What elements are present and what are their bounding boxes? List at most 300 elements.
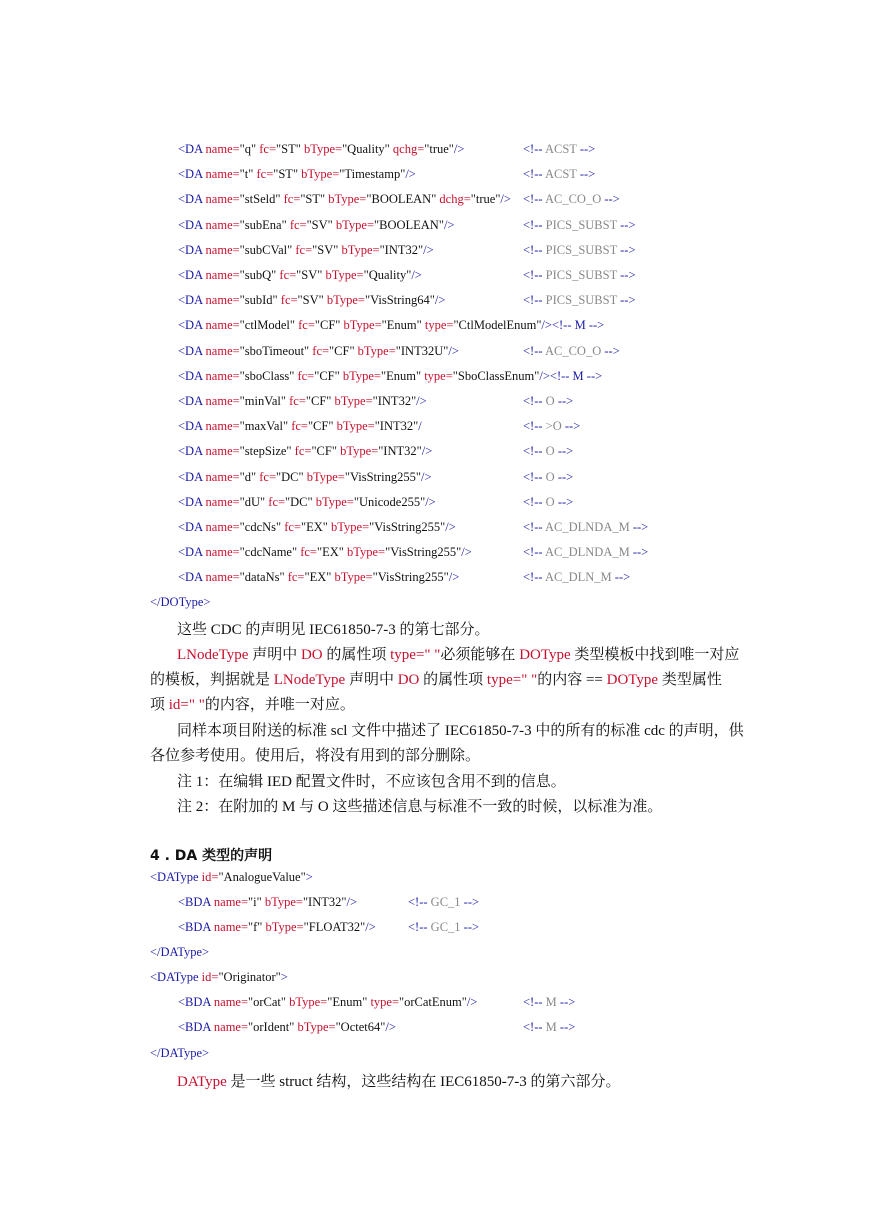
comment-text: AC_DLNDA_M [544, 520, 630, 534]
comment-text: AC_DLNDA_M [544, 545, 630, 560]
comment-open: <!-- [523, 444, 546, 459]
xml-tag-end: /> [448, 570, 460, 585]
text-span: 类型属性 [658, 672, 722, 688]
xml-attr-name: fc= [281, 520, 302, 534]
comment-close: --> [617, 293, 636, 308]
xml-attr-name: dchg= [436, 192, 471, 207]
xml-attr-value: "EX" [304, 570, 332, 585]
text-span: 的属性项 [419, 672, 487, 688]
xml-attr-value: "minVal" [239, 394, 286, 408]
xml-attr-name: type= [367, 995, 400, 1009]
xml-attr-value: "ctlModel" [239, 318, 296, 333]
xml-attr-value: "subQ" [239, 268, 277, 282]
xml-attr-name: fc= [295, 318, 315, 333]
xml-attr-value: "EX" [316, 545, 344, 560]
paragraph-scl-file-line1: 同样本项目附送的标准 scl 文件中描述了 IEC61850-7-3 中的所有的标准 cdc 的声明，供 [177, 723, 744, 739]
xml-tag-end: /> [365, 920, 376, 934]
comment-close: --> [601, 343, 620, 358]
xml-tag: <BDA [178, 920, 211, 934]
xml-attr-value: "VisString255" [344, 469, 421, 484]
xml-tag-end: /> [346, 895, 358, 909]
xml-tag: <BDA [178, 895, 211, 909]
xml-tag: <DA [178, 520, 203, 534]
xml-attr-value: "VisString255" [369, 520, 446, 534]
xml-comment [523, 570, 630, 585]
xml-tag-end: /> [421, 444, 433, 459]
xml-attr-value: "d" [239, 469, 257, 484]
xml-attr-name: fc= [286, 394, 306, 408]
xml-attr-value: "VisString255" [385, 545, 462, 560]
xml-tag: <DA [178, 394, 203, 408]
xml-attr-name: bType= [339, 368, 381, 383]
xml-attr-name: bType= [322, 268, 364, 282]
xml-attr-name: name= [202, 217, 240, 232]
xml-comment [523, 344, 620, 359]
comment-text: O [545, 469, 555, 484]
xml-attr-name: name= [202, 142, 240, 156]
comment-open: <!-- [523, 995, 546, 1009]
xml-attr-name: bType= [332, 217, 375, 232]
da-line [178, 520, 456, 535]
da-line [178, 545, 472, 560]
comment-open: <!-- [523, 520, 545, 534]
comment-open: <!-- [523, 494, 546, 509]
comment-close: --> [611, 570, 631, 585]
xml-tag: <DA [178, 494, 203, 509]
xml-attr-value: "orIdent" [248, 1020, 295, 1034]
xml-attr-name: bType= [340, 318, 382, 333]
xml-attr-name: name= [202, 419, 240, 434]
comment-open: <!-- [523, 343, 545, 358]
comment-text: ACST [544, 142, 577, 156]
xml-attr-name: bType= [286, 995, 328, 1009]
xml-attr-value: "stSeld" [239, 192, 281, 207]
paragraph-lnodetype-line3 [150, 693, 355, 714]
xml-tag-end: /> [434, 293, 446, 308]
comment-open: <!-- [408, 920, 431, 934]
xml-attr-value: "AnalogueValue" [218, 870, 306, 884]
term-dotype: DOType [519, 647, 571, 663]
xml-tag: <DA [178, 318, 203, 333]
xml-tag-end: /> [466, 995, 478, 1009]
xml-comment [523, 167, 595, 182]
bda-line [178, 1020, 396, 1035]
note-1: 注 1：在编辑 IED 配置文件时，不应该包含用不到的信息。 [177, 774, 566, 790]
xml-comment [523, 444, 573, 459]
xml-attr-name: name= [210, 1020, 249, 1034]
xml-attr-name: bType= [261, 895, 303, 909]
xml-attr-value: "f" [248, 920, 263, 934]
xml-tag-end: /> [443, 217, 455, 232]
text-span: 必须能够在 [440, 647, 520, 663]
comment-close: --> [460, 895, 480, 909]
paragraph-scl-file-line2: 各位参考使用。使用后，将没有用到的部分删除。 [150, 748, 481, 764]
xml-attr-name: name= [202, 343, 240, 358]
xml-attr-name: fc= [294, 368, 315, 383]
text-span: 的模板，判据就是 [150, 672, 274, 688]
comment-text: PICS_SUBST [545, 242, 618, 257]
xml-attr-value: "true" [424, 142, 454, 156]
bda-line [178, 995, 477, 1010]
comment-close: --> [576, 167, 596, 182]
xml-tag-end: /> [448, 343, 459, 358]
comment-open: <!-- [523, 469, 546, 484]
comment-text: O [545, 494, 555, 509]
xml-attr-name: fc= [286, 217, 307, 232]
comment-open: <!-- [523, 217, 546, 232]
xml-comment [523, 243, 636, 258]
xml-attr-name: name= [202, 394, 240, 408]
term-dotype: DOType [606, 672, 659, 688]
xml-attr-value: "CF" [307, 419, 334, 434]
xml-attr-value: "Originator" [218, 970, 281, 984]
xml-attr-value: "Enum" [380, 368, 422, 383]
xml-tag: <DA [178, 570, 203, 585]
xml-attr-value: "EX" [301, 520, 328, 534]
xml-comment [523, 495, 573, 510]
xml-tag: <DA [178, 268, 203, 282]
xml-tag: <DA [178, 293, 203, 308]
xml-attr-value: "FLOAT32" [303, 920, 366, 934]
comment-open: <!-- [523, 167, 545, 182]
xml-comment [408, 895, 479, 910]
xml-attr-name: fc= [291, 444, 312, 459]
xml-attr-value: "Octet64" [335, 1020, 386, 1034]
comment-close: --> [617, 217, 636, 232]
comment-close: --> [629, 545, 649, 560]
xml-attr-name: id= [198, 870, 219, 884]
xml-tag: <DA [178, 242, 203, 257]
comment-close: --> [556, 995, 576, 1009]
xml-tag: <DA [178, 192, 203, 207]
xml-comment [523, 218, 636, 233]
note-2: 注 2：在附加的 M 与 O 这些描述信息与标准不一致的时候，以标准为准。 [177, 799, 663, 815]
comment-open: <!-- [523, 419, 546, 434]
xml-attr-name: fc= [292, 242, 313, 257]
xml-comment [523, 995, 575, 1010]
xml-attr-name: fc= [297, 545, 317, 560]
comment-text: PICS_SUBST [545, 293, 618, 308]
xml-attr-name: bType= [336, 444, 379, 459]
text-span: 是一些 struct 结构，这些结构在 IEC61850-7-3 的第六部分。 [226, 1074, 621, 1090]
xml-tag: <DA [178, 469, 203, 484]
xml-attr-name: bType= [354, 343, 396, 358]
xml-tag: <DA [178, 142, 203, 156]
xml-attr-value: "dataNs" [239, 570, 285, 585]
comment-text: AC_CO_O [544, 192, 602, 207]
xml-attr-name: bType= [338, 242, 380, 257]
xml-attr-value: "subId" [239, 293, 278, 308]
comment-text: AC_DLN_M [544, 570, 612, 585]
xml-attr-name: name= [202, 520, 240, 534]
comment-open: <!-- [523, 293, 546, 308]
xml-attr-name: name= [202, 444, 240, 459]
comment-close: --> [554, 394, 574, 408]
xml-attr-value: "CtlModelEnum" [453, 318, 542, 333]
xml-attr-value: "VisString64" [364, 293, 435, 308]
comment-close: --> [601, 192, 620, 207]
term-datype: DAType [177, 1074, 227, 1090]
xml-comment [523, 545, 648, 560]
xml-tag: <BDA [178, 995, 211, 1009]
xml-attr-value: "SboClassEnum" [452, 368, 540, 383]
xml-tag-end: /> [385, 1020, 396, 1034]
xml-attr-name: bType= [262, 920, 304, 934]
text-span: 项 [150, 697, 169, 713]
comment-open: <!-- [523, 242, 546, 257]
xml-attr-value: "q" [239, 142, 257, 156]
xml-attr-value: "INT32" [302, 895, 347, 909]
xml-comment [523, 293, 636, 308]
xml-attr-name: fc= [265, 494, 286, 509]
xml-attr-name: name= [202, 268, 240, 282]
xml-attr-name: name= [202, 469, 240, 484]
comment-close: --> [629, 520, 649, 534]
xml-attr-value: "CF" [305, 394, 332, 408]
xml-attr-value: "CF" [329, 343, 355, 358]
xml-attr-value: "INT32" [374, 419, 419, 434]
comment-text: PICS_SUBST [545, 217, 618, 232]
xml-attr-value: "Enum" [327, 995, 368, 1009]
comment-open: <!-- [523, 1020, 546, 1034]
comment-text: O [545, 394, 555, 408]
xml-tag-end: /> [425, 494, 436, 509]
comment-text: GC_1 [430, 895, 461, 909]
xml-comment [523, 470, 573, 485]
xml-tag: <DA [178, 444, 203, 459]
da-line [178, 495, 436, 510]
xml-attr-name: name= [202, 167, 240, 182]
xml-attr-value: "sboClass" [239, 368, 295, 383]
xml-attr-name: bType= [331, 570, 373, 585]
comment-close: --> [617, 268, 636, 282]
xml-attr-name: name= [202, 242, 240, 257]
xml-attr-value: "ST" [300, 192, 326, 207]
da-line [178, 167, 416, 182]
xml-attr-name: fc= [277, 293, 298, 308]
xml-attr-value: "BOOLEAN" [366, 192, 437, 207]
xml-attr-name: fc= [284, 570, 305, 585]
text-span: 的属性项 [322, 647, 391, 663]
xml-attr-name: name= [210, 895, 249, 909]
text-span: 类型模板中找到唯一对应 [570, 647, 740, 663]
comment-open: <!-- [523, 394, 546, 408]
comment-open: <!-- [523, 545, 545, 560]
comment-close: --> [556, 1020, 576, 1034]
da-line [178, 142, 464, 157]
xml-attr-value: "Quality" [363, 268, 412, 282]
text-span: 声明中 [248, 647, 301, 663]
da-line [178, 419, 422, 434]
da-line [178, 470, 432, 485]
xml-comment [523, 142, 595, 157]
paragraph-datype [177, 1070, 621, 1091]
xml-attr-name: type= [421, 318, 454, 333]
xml-attr-name: bType= [323, 293, 365, 308]
xml-attr-value: "Unicode255" [353, 494, 426, 509]
term-do: DO [300, 647, 323, 663]
text-span: 声明中 [345, 672, 398, 688]
xml-attr-value: "sboTimeout" [239, 343, 310, 358]
xml-attr-name: type= [421, 368, 453, 383]
xml-comment [523, 394, 573, 409]
comment-close: --> [460, 920, 480, 934]
comment-text: M [545, 1020, 557, 1034]
da-line [178, 243, 434, 258]
xml-tag: <DAType [150, 970, 199, 984]
xml-tag-end: /> [500, 192, 511, 207]
xml-attr-value: "dU" [239, 494, 266, 509]
term-lnodetype: LNodeType [273, 672, 346, 688]
term-do: DO [397, 672, 420, 688]
xml-tag-end: /> [445, 520, 456, 534]
xml-attr-name: id= [198, 970, 219, 984]
xml-attr-value: "cdcNs" [239, 520, 282, 534]
comment-close: --> [561, 419, 581, 434]
paragraph-cdc-reference: 这些 CDC 的声明见 IEC61850-7-3 的第七部分。 [177, 622, 490, 638]
comment-close: --> [617, 242, 636, 257]
xml-attr-value: "VisString255" [372, 570, 449, 585]
xml-attr-name: name= [210, 920, 249, 934]
xml-attr-value: "orCat" [248, 995, 286, 1009]
xml-tag: <DA [178, 343, 203, 358]
comment-close: --> [554, 494, 574, 509]
xml-attr-name: name= [202, 368, 240, 383]
xml-tag: <DA [178, 545, 203, 560]
xml-attr-name: name= [202, 318, 240, 333]
xml-tag: <DA [178, 217, 203, 232]
xml-attr-value: "Enum" [381, 318, 422, 333]
comment-text: ACST [544, 167, 577, 182]
xml-tag-end: /> [461, 545, 472, 560]
da-line [178, 268, 422, 283]
xml-attr-value: "BOOLEAN" [374, 217, 444, 232]
bda-line [178, 895, 357, 910]
xml-attr-value: "INT32" [372, 394, 417, 408]
comment-text: PICS_SUBST [545, 268, 618, 282]
xml-attr-name: bType= [325, 192, 367, 207]
da-line [178, 369, 602, 384]
xml-tag: <DAType [150, 870, 199, 884]
xml-attr-value: "Quality" [342, 142, 390, 156]
xml-attr-name: bType= [331, 394, 373, 408]
xml-comment [523, 1020, 575, 1035]
xml-attr-name: fc= [309, 343, 330, 358]
xml-attr-value: "SV" [297, 293, 324, 308]
xml-comment [523, 268, 636, 283]
xml-tag: <BDA [178, 1020, 211, 1034]
xml-attr-value: "SV" [306, 217, 333, 232]
xml-attr-name: name= [202, 293, 240, 308]
xml-attr-value: "DC" [285, 494, 313, 509]
xml-attr-name: bType= [327, 520, 370, 534]
xml-attr-value: "INT32" [378, 444, 422, 459]
xml-attr-value: "t" [239, 167, 254, 182]
text-span: 的内容，并唯一对应。 [204, 697, 355, 713]
da-line [178, 444, 432, 459]
datype-close-1: </DAType> [150, 945, 210, 959]
xml-attr-name: name= [202, 494, 240, 509]
da-line [178, 318, 604, 333]
xml-attr-value: "true" [470, 192, 501, 207]
comment-text: >O [545, 419, 562, 434]
xml-attr-name: fc= [256, 142, 277, 156]
xml-tag-end: /><!-- M --> [539, 368, 603, 383]
xml-comment [523, 192, 620, 207]
xml-attr-value: "Timestamp" [339, 167, 406, 182]
term-id-attr: id=" " [168, 697, 205, 713]
comment-open: <!-- [523, 570, 545, 585]
xml-attr-value: "CF" [314, 318, 341, 333]
xml-attr-name: fc= [276, 268, 297, 282]
xml-comment [408, 920, 479, 935]
xml-attr-name: fc= [256, 469, 277, 484]
datype-open-originator [150, 970, 288, 985]
xml-attr-value: "ST" [276, 142, 301, 156]
comment-open: <!-- [523, 192, 545, 207]
paragraph-lnodetype-line1 [177, 643, 739, 664]
comment-close: --> [554, 469, 574, 484]
xml-attr-value: "maxVal" [239, 419, 289, 434]
comment-text: O [545, 444, 555, 459]
comment-text: AC_CO_O [544, 343, 602, 358]
da-line [178, 344, 459, 359]
xml-attr-value: "DC" [276, 469, 304, 484]
da-line [178, 293, 445, 308]
comment-close: --> [576, 142, 596, 156]
xml-tag: <DA [178, 368, 203, 383]
xml-tag-end: > [280, 970, 288, 984]
xml-tag-end: /> [405, 167, 416, 182]
paragraph-lnodetype-line2 [150, 668, 722, 689]
comment-text: M [545, 995, 557, 1009]
xml-attr-name: name= [202, 570, 240, 585]
xml-comment [523, 520, 648, 535]
xml-tag: <DA [178, 419, 203, 434]
xml-attr-name: name= [210, 995, 249, 1009]
comment-open: <!-- [523, 142, 545, 156]
xml-attr-value: "ST" [273, 167, 299, 182]
text-span: 的内容 == [537, 672, 607, 688]
xml-attr-value: "INT32U" [395, 343, 449, 358]
xml-tag-end: /> [411, 268, 422, 282]
xml-attr-name: bType= [300, 142, 343, 156]
xml-attr-value: "CF" [311, 444, 337, 459]
xml-attr-value: "SV" [312, 242, 339, 257]
term-type-attr: type=" " [486, 672, 538, 688]
xml-attr-name: bType= [298, 167, 340, 182]
datype-close-2: </DAType> [150, 1046, 210, 1060]
xml-attr-name: bType= [343, 545, 386, 560]
xml-attr-name: bType= [294, 1020, 336, 1034]
xml-attr-value: "INT32" [379, 242, 424, 257]
xml-tag-end: /> [421, 469, 432, 484]
da-line [178, 394, 427, 409]
datype-open-analoguevalue [150, 870, 313, 885]
xml-attr-name: bType= [333, 419, 375, 434]
xml-attr-value: "stepSize" [239, 444, 292, 459]
xml-attr-value: "i" [248, 895, 262, 909]
xml-tag: <DA [178, 167, 203, 182]
xml-comment [523, 419, 580, 434]
xml-tag-end: /> [423, 242, 434, 257]
da-line [178, 218, 454, 233]
xml-attr-name: name= [202, 192, 240, 207]
term-type-attr: type=" " [390, 647, 441, 663]
comment-text: GC_1 [430, 920, 461, 934]
xml-attr-name: name= [202, 545, 240, 560]
xml-attr-name: fc= [253, 167, 274, 182]
